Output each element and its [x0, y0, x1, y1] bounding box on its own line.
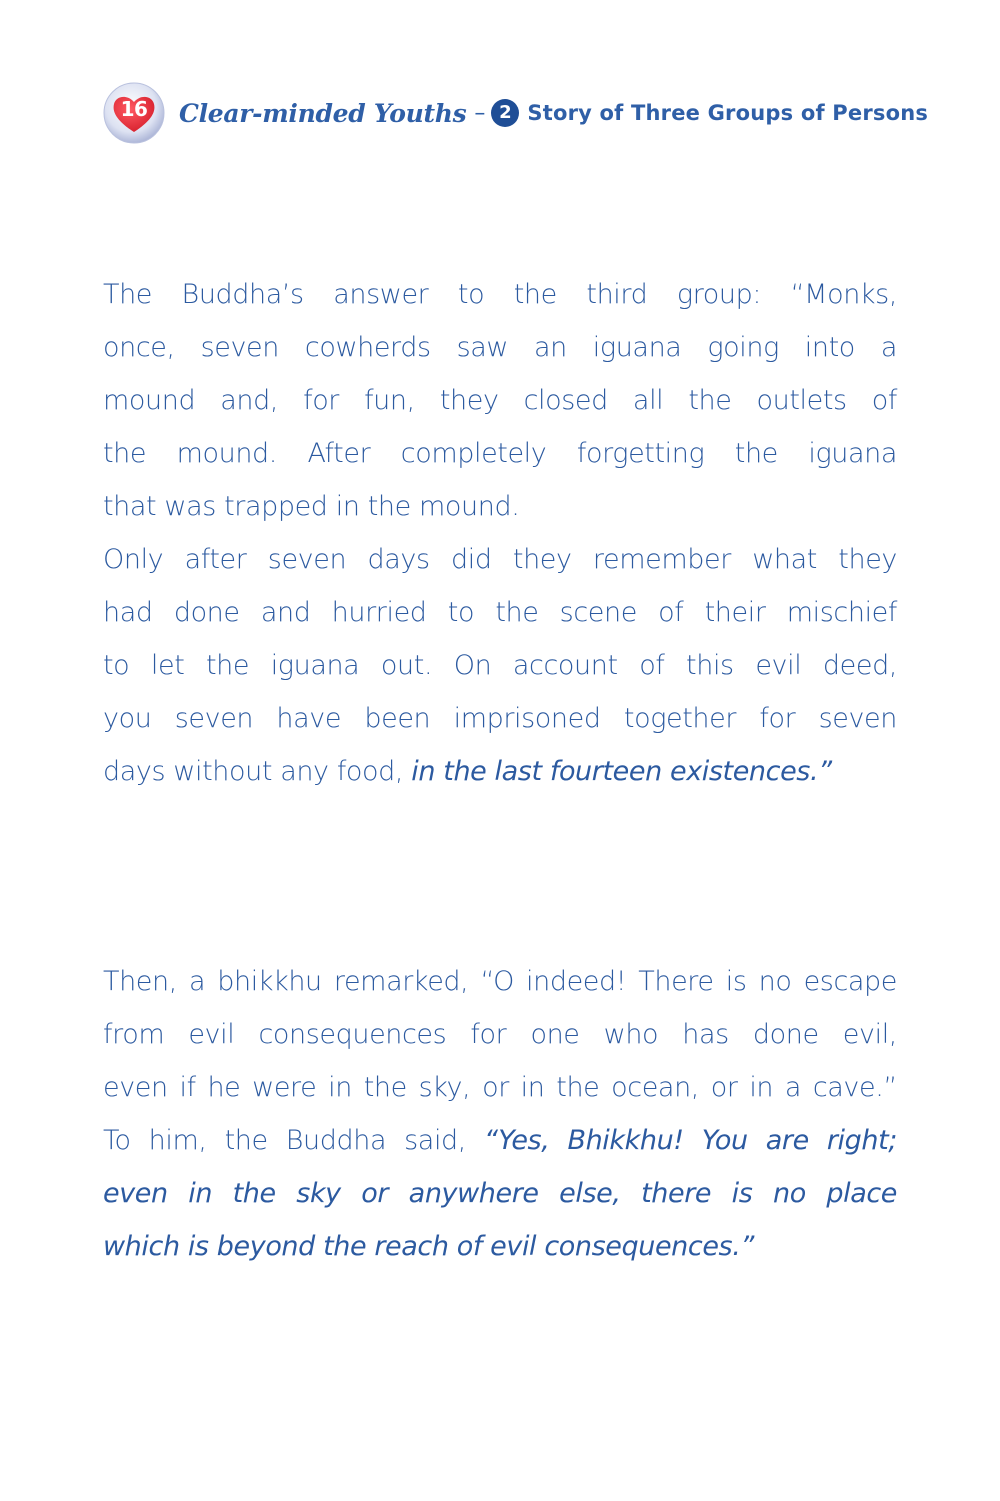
- text-line: once, seven cowherds saw an iguana going into a: [103, 332, 897, 363]
- text-line: The Buddha’s answer to the third group: “Monks,: [103, 279, 897, 310]
- text-line-last: [103, 745, 897, 798]
- page-number-badge: [103, 82, 165, 144]
- text-line: the mound. After completely forgetting the iguana: [103, 438, 897, 469]
- chapter-title: Story of Three Groups of Persons: [527, 101, 929, 125]
- text-plain: To him, the Buddha said,: [103, 1125, 485, 1156]
- text-line: that was trapped in the mound.: [103, 491, 520, 522]
- text-line-quote-intro: [103, 1114, 897, 1167]
- text-line: you seven have been imprisoned together for seven: [103, 703, 897, 734]
- text-italic-quote: even in the sky or anywhere else, there is no place: [103, 1178, 897, 1209]
- paragraph-buddha-answer: [103, 268, 897, 798]
- page-number: 16: [120, 97, 148, 121]
- paragraph-bhikkhu-remark: [103, 955, 897, 1273]
- text-italic-quote: which is beyond the reach of evil consequences.”: [103, 1231, 754, 1262]
- text-line: had done and hurried to the scene of their mischief: [103, 597, 897, 628]
- series-title: Clear-minded Youths: [179, 98, 467, 128]
- text-line: mound and, for fun, they closed all the outlets of: [103, 385, 897, 416]
- page-header: [103, 82, 929, 144]
- text-italic-quote: in the last fourteen existences.”: [411, 756, 832, 787]
- chapter-number: 2: [491, 99, 519, 127]
- text-line: from evil consequences for one who has done evil,: [103, 1019, 897, 1050]
- text-line: to let the iguana out. On account of this evil deed,: [103, 650, 897, 681]
- text-plain: days without any food,: [103, 756, 412, 787]
- text-italic-quote: “Yes, Bhikkhu! You are right;: [484, 1125, 897, 1156]
- text-line: Then, a bhikkhu remarked, “O indeed! There is no escape: [103, 966, 897, 997]
- text-line: even if he were in the sky, or in the ocean, or in a cave.”: [103, 1072, 897, 1103]
- title-separator: –: [474, 100, 486, 126]
- text-line: Only after seven days did they remember what they: [103, 544, 897, 575]
